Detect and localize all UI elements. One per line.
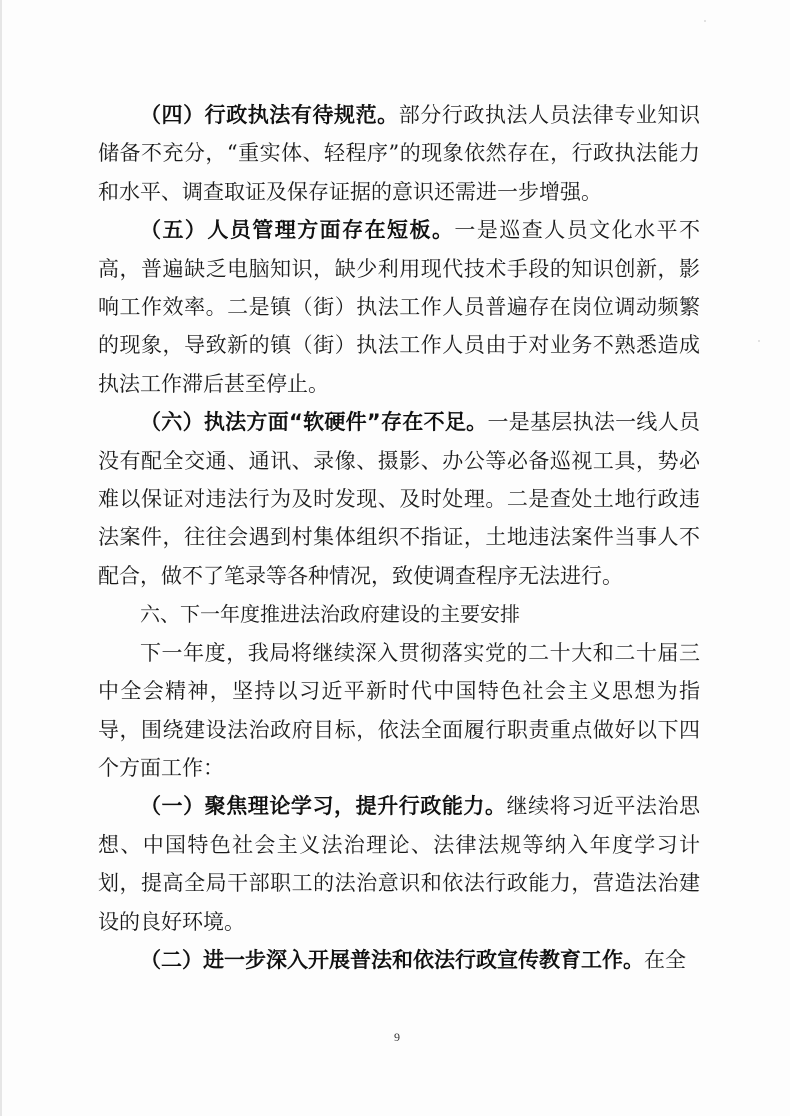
- paragraph-personnel-management: [98, 211, 700, 403]
- paragraph-text: 继续将习近平法治思想、中国特色社会主义法治理论、法律法规等纳入年度学习计划，提高全局干部职工的法治意识和依法行政能力，营造法治建设的良好环境。: [98, 794, 701, 934]
- scan-speck: [758, 340, 760, 342]
- section-heading: 六、下一年度推进法治政府建设的主要安排: [140, 602, 520, 627]
- scan-speck: [704, 20, 706, 22]
- paragraph-theory-study: [98, 787, 700, 941]
- document-body: [98, 96, 700, 979]
- paragraph-intro: 下一年度，我局将继续深入贯彻落实党的二十大和二十届三中全会精神，坚持以习近平新时代中国特色社会主义思想为指导，围绕建设法治政府目标，依法全面履行职责重点做好以下四个方面工作：: [98, 640, 700, 780]
- paragraph-text: 在全: [644, 947, 686, 972]
- paragraph-lead: （一）聚焦理论学习，提升行政能力。: [140, 794, 507, 819]
- paragraph-lead: （四）行政执法有待规范。: [140, 103, 399, 127]
- paragraph-lead: （二）进一步深入开展普法和依法行政宣传教育工作。: [140, 947, 644, 972]
- paragraph-enforcement-standards: [98, 96, 700, 211]
- paragraph-lead: （五）人员管理方面存在短板。: [140, 218, 455, 243]
- paragraph-legal-education: [98, 941, 700, 979]
- paragraph-software-hardware: [98, 403, 700, 595]
- paragraph-lead: （六）执法方面“软硬件”存在不足。: [140, 410, 488, 435]
- page-number: 9: [394, 1030, 400, 1044]
- paragraph-text: 一是基层执法一线人员没有配全交通、通讯、录像、摄影、办公等必备巡视工具，势必难以保证对违法行为及时发现、及时处理。二是查处土地行政违法案件，往往会遇到村集体组织不指证，土地违法案件当事人不配合，做不了笔录等各种情况，致使调查程序无法进行。: [98, 410, 700, 588]
- paragraph-text: 一是巡查人员文化水平不高，普遍缺乏电脑知识，缺少利用现代技术手段的知识创新，影响工作效率。二是镇（街）执法工作人员普遍存在岗位调动频繁的现象，导致新的镇（街）执法工作人员由于对业务不熟悉造成执法工作滞后甚至停止。: [98, 218, 701, 396]
- paragraph-text: 部分行政执法人员法律专业知识储备不充分，“重实体、轻程序”的现象依然存在，行政执法能力和水平、调查取证及保存证据的意识还需进一步增强。: [98, 103, 701, 204]
